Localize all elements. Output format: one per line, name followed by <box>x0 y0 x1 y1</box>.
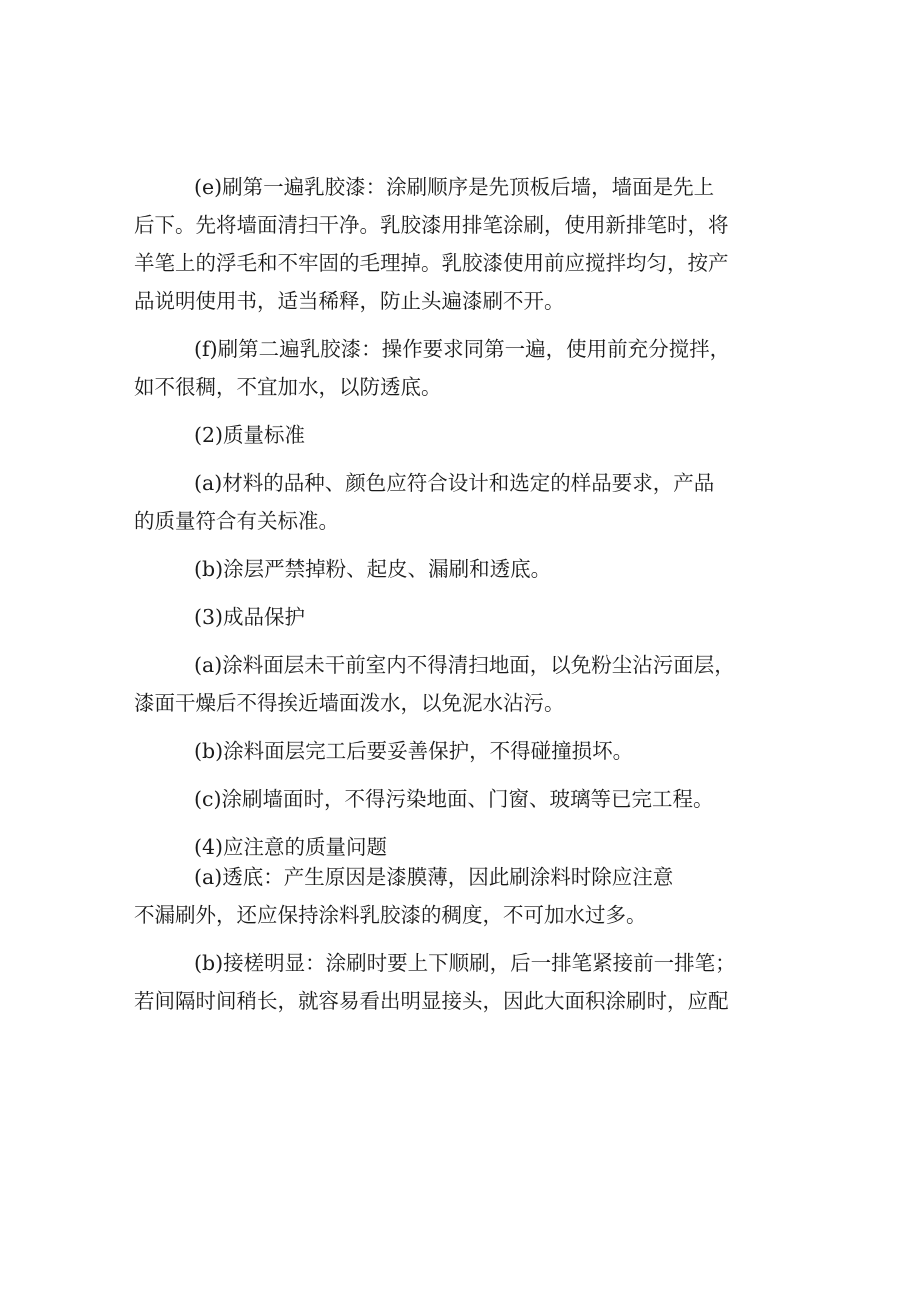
paragraph-4b-joints <box>134 944 794 1020</box>
text-line: (c)涂刷墙面时，不得污染地面、门窗、玻璃等已完工程。 <box>194 787 714 811</box>
section-heading: (4)应注意的质量问题 <box>194 835 388 859</box>
paragraph-3b-protection <box>134 732 794 770</box>
text-line: 如不很稠，不宜加水，以防透底。 <box>134 375 442 399</box>
text-line: 羊笔上的浮毛和不牢固的毛理掉。乳胶漆使用前应搅拌均匀，按产 <box>134 251 729 275</box>
text-line: (b)涂层严禁掉粉、起皮、漏刷和透底。 <box>194 557 552 581</box>
text-line: 不漏刷外，还应保持涂料乳胶漆的稠度，不可加水过多。 <box>134 903 647 927</box>
section-heading: (2)质量标准 <box>194 423 306 447</box>
paragraph-e-first-coat <box>134 168 794 320</box>
heading-quality-standard <box>134 416 794 454</box>
heading-product-protection <box>134 598 794 636</box>
paragraph-3c-contamination <box>134 780 794 818</box>
text-line: (b)接槎明显：涂刷时要上下顺刷，后一排笔紧接前一排笔； <box>194 951 736 975</box>
text-line: 若间隔时间稍长，就容易看出明显接头，因此大面积涂刷时，应配 <box>134 989 729 1013</box>
text-line: 品说明使用书，适当稀释，防止头遍漆刷不开。 <box>134 289 565 313</box>
paragraph-2b-coating <box>134 550 794 588</box>
section-heading: (3)成品保护 <box>194 605 306 629</box>
text-line: 漆面干燥后不得挨近墙面泼水，以免泥水沾污。 <box>134 691 565 715</box>
paragraph-f-second-coat <box>134 330 794 406</box>
text-line: (b)涂料面层完工后要妥善保护，不得碰撞损坏。 <box>194 739 634 763</box>
text-line: 后下。先将墙面清扫干净。乳胶漆用排笔涂刷，使用新排笔时，将 <box>134 213 729 237</box>
paragraph-4a-show-through <box>134 858 794 934</box>
text-line: (a)透底：产生原因是漆膜薄，因此刷涂料时除应注意 <box>194 865 674 889</box>
paragraph-2a-materials <box>134 464 794 540</box>
text-line: (a)材料的品种、颜色应符合设计和选定的样品要求，产品 <box>194 471 715 495</box>
text-line: (e)刷第一遍乳胶漆：涂刷顺序是先顶板后墙，墙面是先上 <box>194 175 715 199</box>
text-line: (f)刷第二遍乳胶漆：操作要求同第一遍，使用前充分搅拌， <box>194 337 731 361</box>
document-body <box>134 168 794 1020</box>
text-line: (a)涂料面层未干前室内不得清扫地面，以免粉尘沾污面层， <box>194 653 735 677</box>
text-line: 的质量符合有关标准。 <box>134 509 339 533</box>
paragraph-3a-wet-surface <box>134 646 794 722</box>
